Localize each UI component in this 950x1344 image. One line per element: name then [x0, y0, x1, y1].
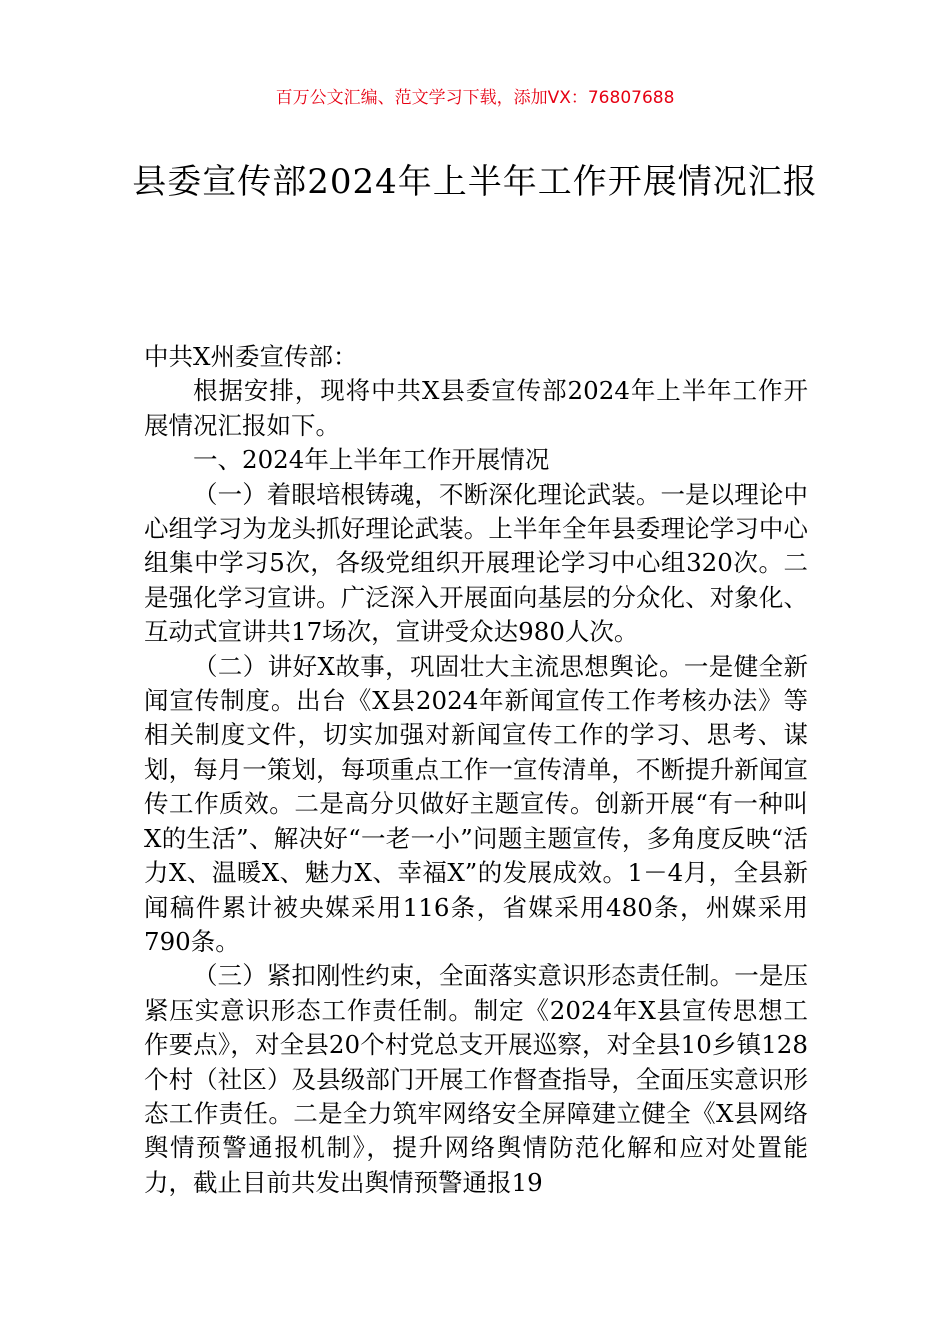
- paragraph-intro: 根据安排，现将中共X县委宣传部2024年上半年工作开展情况汇报如下。: [144, 376, 808, 440]
- paragraph-theory: （一）着眼培根铸魂，不断深化理论武装。一是以理论中心组学习为龙头抓好理论武装。上半年全年县委理论学习中心组集中学习5次，各级党组织开展理论学习中心组320次。二是强化学习宣讲。广泛深入开展面向基层的分众化、对象化、互动式宣讲共17场次，宣讲受众达980人次。: [144, 479, 808, 647]
- section-heading: 一、2024年上半年工作开展情况: [193, 445, 550, 475]
- paragraph-ideology: （三）紧扣刚性约束，全面落实意识形态责任制。一是压紧压实意识形态工作责任制。制定《2024年X县宣传思想工作要点》，对全县20个村党总支开展巡察，对全县10乡镇128个村（社区）及县级部门开展工作督查指导，全面压实意识形态工作责任。二是全力筑牢网络安全屏障建立健全《X县网络舆情预警通报机制》，提升网络舆情防范化解和应对处置能力，截止目前共发出舆情预警通报19: [144, 961, 808, 1197]
- document-body: [144, 340, 808, 1200]
- paragraph-news: （二）讲好X故事，巩固壮大主流思想舆论。一是健全新闻宣传制度。出台《X县2024年新闻宣传工作考核办法》等相关制度文件，切实加强对新闻宣传工作的学习、思考、谋划，每月一策划，每项重点工作一宣传清单，不断提升新闻宣传工作质效。二是高分贝做好主题宣传。创新开展“有一种叫X的生活”、解决好“一老一小”问题主题宣传，多角度反映“活力X、温暖X、魅力X、幸福X”的发展成效。1－4月，全县新闻稿件累计被央媒采用116条，省媒采用480条，州媒采用790条。: [144, 651, 808, 956]
- watermark-text: 百万公文汇编、范文学习下载，添加VX：76807688: [275, 88, 675, 108]
- salutation: 中共X州委宣传部：: [144, 342, 358, 371]
- document-title: 县委宣传部2024年上半年工作开展情况汇报: [132, 162, 818, 202]
